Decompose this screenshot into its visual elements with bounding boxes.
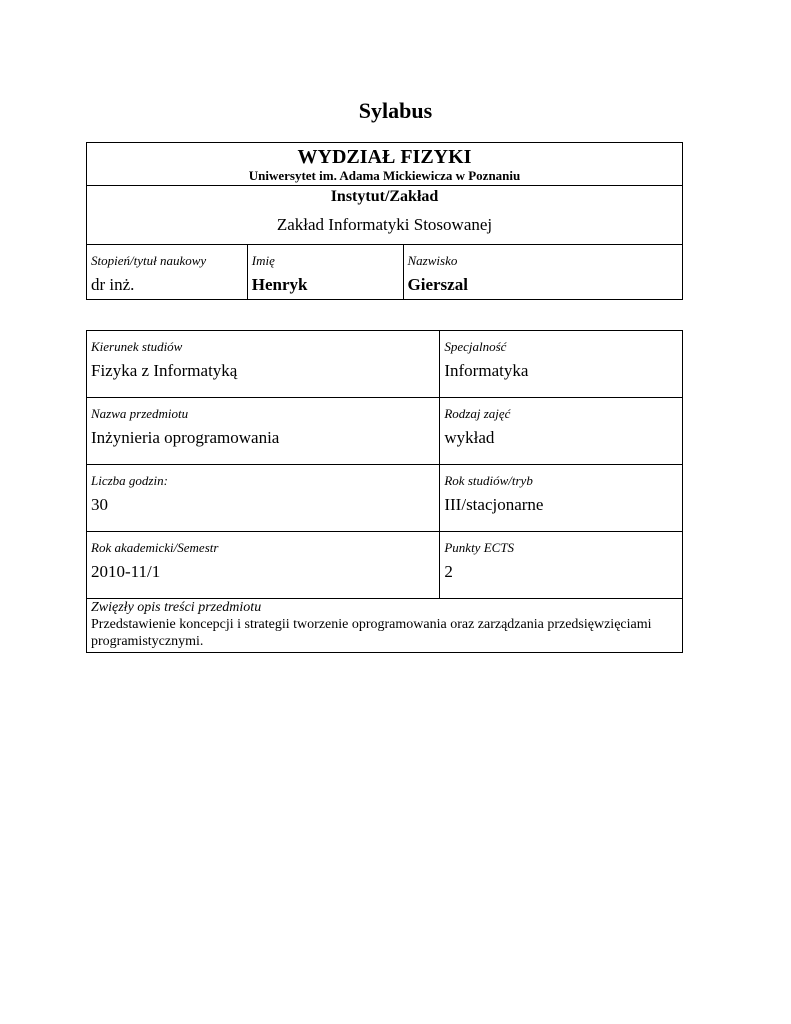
hours-cell (87, 465, 440, 532)
first-name-cell (247, 245, 403, 300)
institute-cell (87, 186, 683, 245)
subject-cell (87, 398, 440, 465)
field-of-study-label: Kierunek studiów (91, 339, 183, 354)
ects-value: 2 (444, 562, 453, 581)
subject-label: Nazwa przedmiotu (91, 406, 189, 421)
class-type-value: wykład (444, 428, 495, 447)
class-type-cell (440, 398, 683, 465)
description-cell (87, 599, 683, 653)
hours-label: Liczba godzin: (91, 473, 168, 488)
degree-value: dr inż. (91, 275, 135, 294)
specialty-label: Specjalność (444, 339, 507, 354)
year-mode-label: Rok studiów/tryb (444, 473, 533, 488)
academic-year-value: 2010-11/1 (91, 562, 161, 581)
class-type-label: Rodzaj zajęć (444, 406, 511, 421)
description-label: Zwięzły opis treści przedmiotu (91, 600, 262, 615)
first-name-label: Imię (251, 253, 275, 268)
faculty-cell (87, 143, 683, 186)
last-name-value: Gierszal (407, 275, 468, 294)
year-mode-cell (440, 465, 683, 532)
academic-year-label: Rok akademicki/Semestr (91, 540, 219, 555)
ects-label: Punkty ECTS (444, 540, 515, 555)
first-name-value: Henryk (251, 275, 308, 294)
ects-cell (440, 532, 683, 599)
institute-name: Zakład Informatyki Stosowanej (276, 215, 493, 234)
document-title: Sylabus (358, 98, 433, 123)
faculty-name: WYDZIAŁ FIZYKI (297, 146, 472, 168)
subject-value: Inżynieria oprogramowania (91, 428, 280, 447)
specialty-value: Informatyka (444, 361, 529, 380)
last-name-cell (403, 245, 682, 300)
faculty-header-table (86, 142, 683, 300)
degree-cell (87, 245, 248, 300)
year-mode-value: III/stacjonarne (444, 495, 544, 514)
field-of-study-value: Fizyka z Informatyką (91, 361, 238, 380)
hours-value: 30 (91, 495, 108, 514)
institute-label: Instytut/Zakład (330, 188, 439, 205)
field-of-study-cell (87, 331, 440, 398)
academic-year-cell (87, 532, 440, 599)
description-text: Przedstawienie koncepcji i strategii tworzenie oprogramowania oraz zarządzania przedsięwzięciami programistycznymi. (91, 617, 652, 649)
specialty-cell (440, 331, 683, 398)
course-info-table (86, 330, 683, 653)
degree-label: Stopień/tytuł naukowy (91, 253, 207, 268)
university-name: Uniwersytet im. Adama Mickiewicza w Poznaniu (248, 168, 521, 183)
last-name-label: Nazwisko (407, 253, 458, 268)
